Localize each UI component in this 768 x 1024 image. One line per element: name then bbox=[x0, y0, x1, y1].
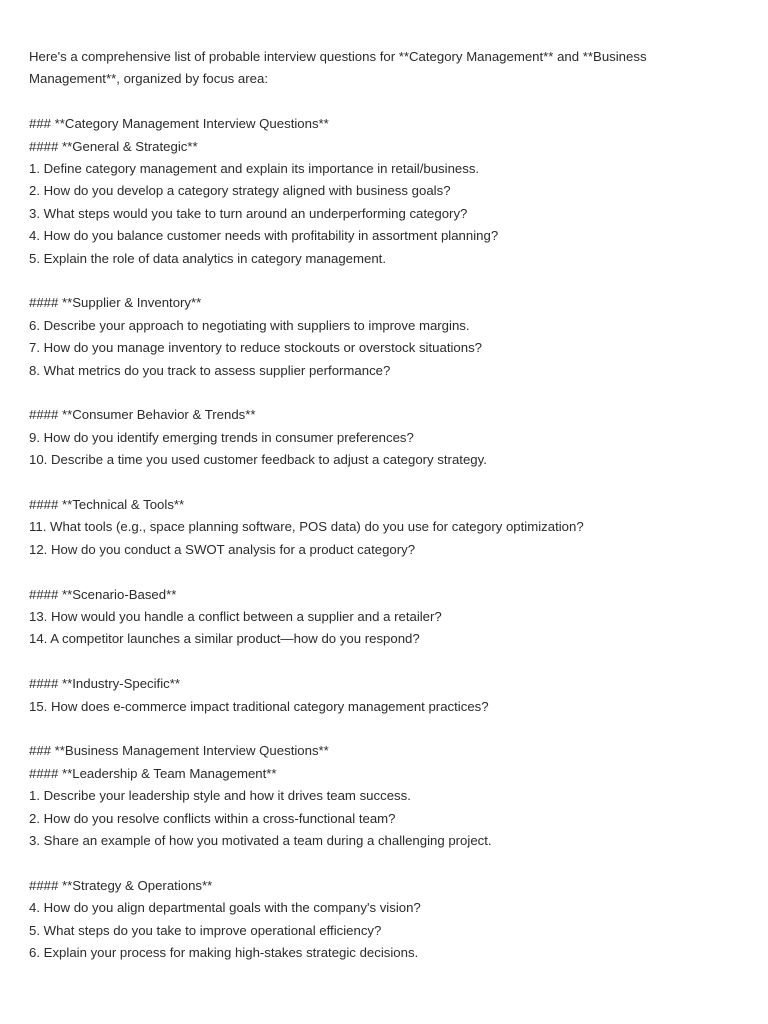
section-heading-technical: #### **Technical & Tools** bbox=[29, 497, 185, 513]
section-heading-general: #### **General & Strategic** bbox=[29, 138, 198, 154]
business-heading: ### **Business Management Interview Questions** bbox=[29, 743, 329, 759]
spacer bbox=[29, 472, 739, 494]
section-heading-leadership: #### **Leadership & Team Management** bbox=[29, 765, 277, 781]
list-item: 5. Explain the role of data analytics in category management. bbox=[29, 250, 387, 266]
list-item: 4. How do you align departmental goals with the company's vision? bbox=[29, 900, 421, 916]
list-item: 8. What metrics do you track to assess supplier performance? bbox=[29, 362, 391, 378]
category-heading: ### **Category Management Interview Questions** bbox=[29, 116, 329, 132]
list-item: 15. How does e-commerce impact traditional category management practices? bbox=[29, 698, 489, 714]
list-item: 5. What steps do you take to improve operational efficiency? bbox=[29, 922, 382, 938]
list-item: 10. Describe a time you used customer feedback to adjust a category strategy. bbox=[29, 452, 487, 468]
spacer bbox=[29, 561, 739, 583]
section-heading-strategy: #### **Strategy & Operations** bbox=[29, 877, 213, 893]
spacer bbox=[29, 718, 739, 740]
list-item: 2. How do you resolve conflicts within a cross-functional team? bbox=[29, 810, 396, 826]
spacer bbox=[29, 270, 739, 292]
list-item: 1. Define category management and explain its importance in retail/business. bbox=[29, 161, 480, 177]
list-item: 7. How do you manage inventory to reduce stockouts or overstock situations? bbox=[29, 340, 483, 356]
list-item: 12. How do you conduct a SWOT analysis for a product category? bbox=[29, 541, 416, 557]
list-item: 13. How would you handle a conflict between a supplier and a retailer? bbox=[29, 609, 442, 625]
list-item: 6. Explain your process for making high-stakes strategic decisions. bbox=[29, 945, 419, 961]
list-item: 11. What tools (e.g., space planning software, POS data) do you use for category optimization? bbox=[29, 519, 584, 535]
section-heading-industry: #### **Industry-Specific** bbox=[29, 676, 181, 692]
intro-paragraph: Here's a comprehensive list of probable interview questions for **Category Management** and **Business Management**, organized by focus area: bbox=[29, 49, 647, 87]
list-item: 3. Share an example of how you motivated a team during a challenging project. bbox=[29, 833, 492, 849]
list-item: 6. Describe your approach to negotiating with suppliers to improve margins. bbox=[29, 317, 470, 333]
document-body bbox=[29, 46, 739, 965]
spacer bbox=[29, 853, 739, 875]
list-item: 3. What steps would you take to turn around an underperforming category? bbox=[29, 205, 468, 221]
spacer bbox=[29, 651, 739, 673]
list-item: 14. A competitor launches a similar product—how do you respond? bbox=[29, 631, 420, 647]
section-heading-supplier: #### **Supplier & Inventory** bbox=[29, 295, 202, 311]
list-item: 1. Describe your leadership style and how it drives team success. bbox=[29, 788, 411, 804]
list-item: 9. How do you identify emerging trends in consumer preferences? bbox=[29, 429, 414, 445]
spacer bbox=[29, 91, 739, 113]
spacer bbox=[29, 382, 739, 404]
list-item: 4. How do you balance customer needs with profitability in assortment planning? bbox=[29, 228, 499, 244]
section-heading-scenario: #### **Scenario-Based** bbox=[29, 586, 177, 602]
list-item: 2. How do you develop a category strategy aligned with business goals? bbox=[29, 183, 451, 199]
section-heading-consumer: #### **Consumer Behavior & Trends** bbox=[29, 407, 256, 423]
